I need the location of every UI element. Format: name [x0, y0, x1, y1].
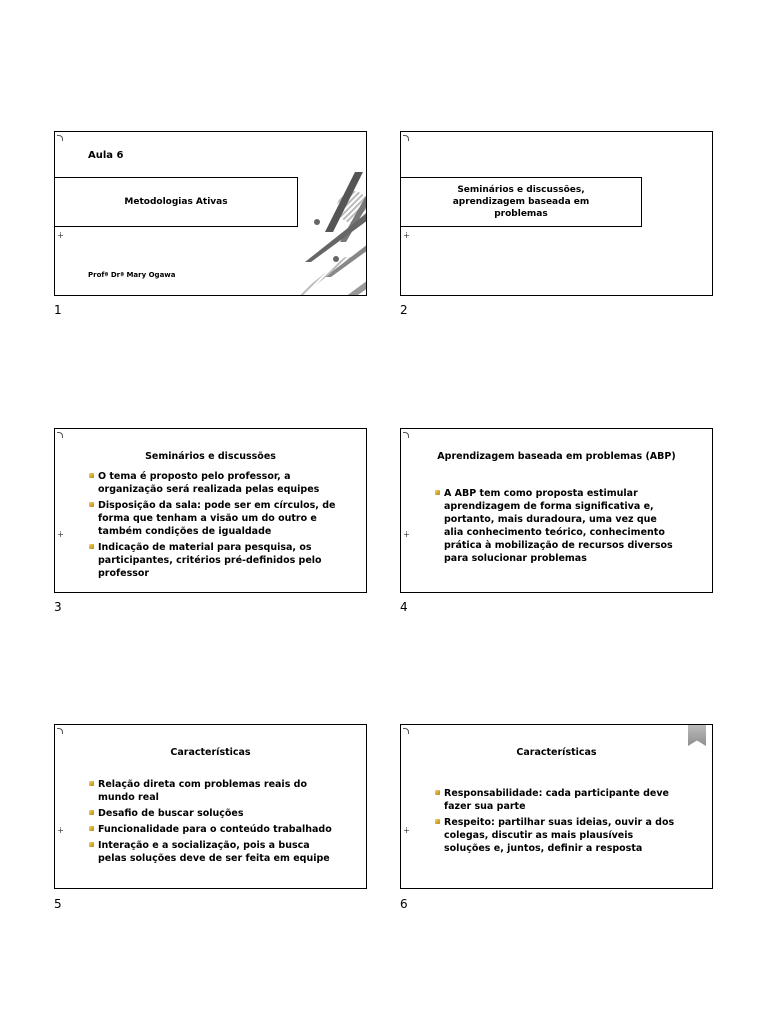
slide-title-line: aprendizagem baseada em	[452, 197, 590, 207]
bullet-list	[435, 487, 676, 568]
slide-1	[54, 131, 367, 296]
slide-side-mark: ∔	[57, 826, 64, 835]
list-item: Interação e a socialização, pois a busca pelas soluções deve de ser feita em equipe	[89, 839, 340, 865]
slide-number: 6	[400, 897, 408, 911]
slide-heading: Aprendizagem baseada em problemas (ABP)	[437, 451, 676, 462]
slide-title-line: Seminários e discussões,	[457, 185, 585, 195]
bullet-icon	[435, 819, 440, 824]
slide-corner-mark	[403, 432, 409, 438]
slide-number: 3	[54, 600, 62, 614]
list-item: Relação direta com problemas reais do mundo real	[89, 778, 340, 804]
bullet-icon	[435, 790, 440, 795]
bullet-icon	[89, 502, 94, 507]
list-item: Funcionalidade para o conteúdo trabalhado	[89, 823, 340, 836]
bookmark-icon	[688, 724, 706, 746]
slide-side-mark: ∔	[403, 231, 410, 240]
slide-corner-mark	[57, 728, 63, 734]
slide-number: 4	[400, 600, 408, 614]
slide-title-line: problemas	[494, 209, 548, 219]
slide-3	[54, 428, 367, 593]
slide-author: Profª Drª Mary Ogawa	[88, 271, 176, 279]
list-item: Desafio de buscar soluções	[89, 807, 340, 820]
slide-number: 1	[54, 303, 62, 317]
slide-corner-mark	[403, 135, 409, 141]
bullet-icon	[89, 826, 94, 831]
slide-6	[400, 724, 713, 889]
decorative-stripes-graphic	[285, 152, 367, 296]
list-item: Respeito: partilhar suas ideias, ouvir a dos colegas, discutir as mais plausíveis soluções e, juntos, definir a resposta	[435, 816, 676, 855]
bullet-icon	[435, 490, 440, 495]
slide-heading: Características	[516, 747, 597, 758]
slide-title: Metodologias Ativas	[124, 197, 228, 207]
list-item: Disposição da sala: pode ser em círculos, de forma que tenham a visão um do outro e também condições de igualdade	[89, 499, 340, 538]
slide-heading: Seminários e discussões	[145, 451, 276, 462]
slide-number: 5	[54, 897, 62, 911]
slide-heading: Características	[170, 747, 251, 758]
slide-side-mark: ∔	[57, 231, 64, 240]
slide-4	[400, 428, 713, 593]
bullet-icon	[89, 544, 94, 549]
bullet-list	[89, 778, 340, 868]
slide-title-box	[400, 177, 642, 227]
slide-corner-mark	[403, 728, 409, 734]
slide-2	[400, 131, 713, 296]
slide-side-mark: ∔	[403, 826, 410, 835]
bullet-icon	[89, 842, 94, 847]
list-item: A ABP tem como proposta estimular aprendizagem de forma significativa e, portanto, mais duradoura, uma vez que alia conhecimento teórico, conhecimento prática à mobilização de recursos diversos para solucionar problemas	[435, 487, 676, 565]
bullet-icon	[89, 781, 94, 786]
bullet-list	[435, 787, 676, 858]
bullet-icon	[89, 810, 94, 815]
slide-title-box	[54, 177, 298, 227]
slide-5	[54, 724, 367, 889]
list-item: Indicação de material para pesquisa, os participantes, critérios pré-definidos pelo professor	[89, 541, 340, 580]
slide-corner-mark	[57, 432, 63, 438]
slide-aula-label: Aula 6	[88, 150, 124, 161]
slide-number: 2	[400, 303, 408, 317]
list-item: Responsabilidade: cada participante deve fazer sua parte	[435, 787, 676, 813]
slide-side-mark: ∔	[57, 530, 64, 539]
slide-side-mark: ∔	[403, 530, 410, 539]
bullet-icon	[89, 473, 94, 478]
bullet-list	[89, 470, 340, 583]
slide-corner-mark	[57, 135, 63, 141]
list-item: O tema é proposto pelo professor, a organização será realizada pelas equipes	[89, 470, 340, 496]
